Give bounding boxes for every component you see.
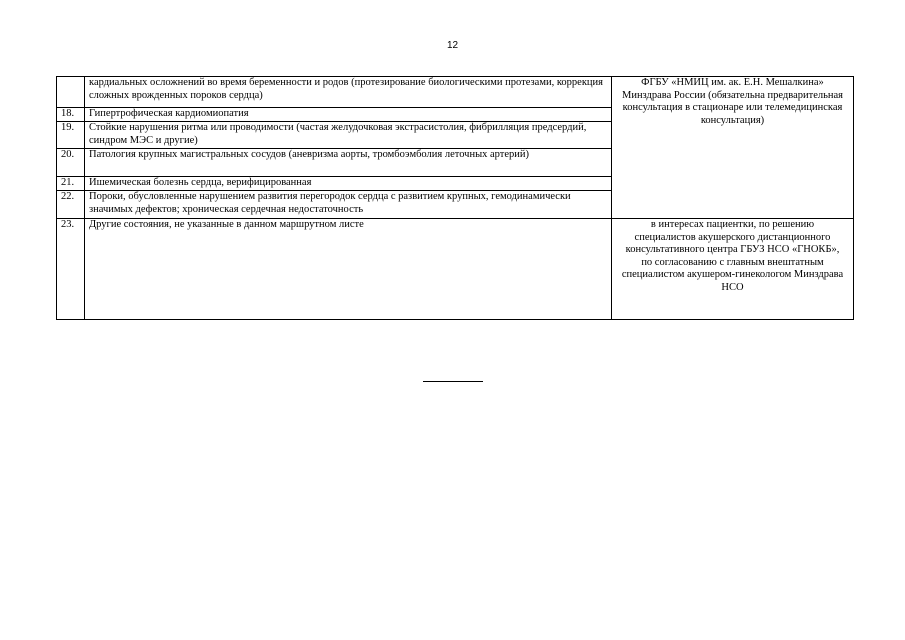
condition-cell: кардиальных осложнений во время беременности и родов (протезирование биологическими протезами, коррекция сложных врожденных пороков сердца) — [85, 77, 612, 108]
condition-cell: Гипертрофическая кардиомиопатия — [85, 108, 612, 122]
row-number: 18. — [57, 108, 85, 122]
end-of-document-line — [423, 381, 483, 382]
row-number: 19. — [57, 122, 85, 149]
row-number: 23. — [57, 219, 85, 320]
organization-cell-other: в интересах пациентки, по решению специалистов акушерского дистанционного консультативного центра ГБУЗ НСО «ГНОКБ», по согласованию с главным внештатным специалистом акушером-гинекологом Минздрава НСО — [612, 219, 854, 320]
row-number: 20. — [57, 149, 85, 177]
table-row — [57, 77, 854, 108]
row-number: 21. — [57, 177, 85, 191]
page-number: 12 — [446, 40, 459, 51]
condition-cell: Ишемическая болезнь сердца, верифицированная — [85, 177, 612, 191]
condition-cell: Стойкие нарушения ритма или проводимости (частая желудочковая экстрасистолия, фибрилляция предсердий, синдром МЭС и другие) — [85, 122, 612, 149]
organization-cell: ФГБУ «НМИЦ им. ак. Е.Н. Мешалкина» Минздрава России (обязательна предварительная консультация в стационаре или телемедицинская консультация) — [612, 77, 854, 219]
row-number: 22. — [57, 191, 85, 219]
row-number — [57, 77, 85, 108]
condition-cell: Другие состояния, не указанные в данном маршрутном листе — [85, 219, 612, 320]
condition-cell: Пороки, обусловленные нарушением развития перегородок сердца с развитием крупных, гемодинамически значимых дефектов; хроническая сердечная недостаточность — [85, 191, 612, 219]
condition-cell: Патология крупных магистральных сосудов (аневризма аорты, тромбоэмболия леточных артерий) — [85, 149, 612, 177]
routing-table — [56, 76, 854, 320]
table-row — [57, 219, 854, 320]
